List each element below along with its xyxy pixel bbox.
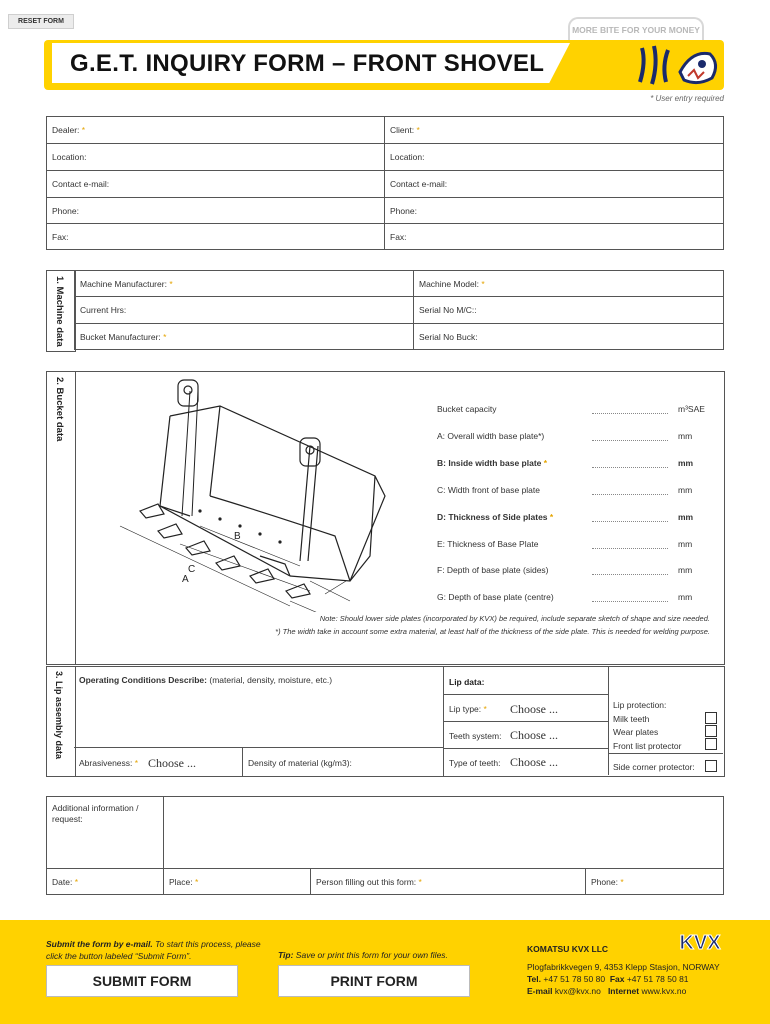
bucket-spec-input[interactable] [592,573,668,575]
reset-form-button[interactable]: RESET FORM [8,14,74,29]
place-field[interactable]: Place: * [164,869,311,895]
machine-data-tab-label: 1. Machine data [54,276,65,347]
phone-field-right[interactable]: Phone: [385,198,724,224]
lip-assembly-tab-label: 3. Lip assembly data [54,671,64,760]
bucket-spec-label: Bucket capacity [437,404,497,414]
bucket-spec-input[interactable] [592,520,668,522]
lip-data-label: Lip data: [449,677,485,687]
density-label: Density of material (kg/m3): [248,758,352,768]
milk-teeth-label: Milk teeth [613,714,650,724]
required-note: * User entry required [650,94,724,103]
teeth-system-select[interactable]: Choose ... [510,728,558,742]
bucket-spec-unit: mm [678,458,694,468]
submit-instructions: Submit the form by e-mail. To start this process, please click the button labeled “Submit Form”. [46,939,261,961]
bucket-spec-unit: mm [678,485,693,495]
bucket-spec-unit: m³SAE [678,404,705,414]
lip-type-field[interactable] [443,694,609,722]
side-corner-divider [608,753,723,754]
company-address: Plogfabrikkvegen 9, 4353 Klepp Stasjon, NORWAY [527,962,720,972]
bucket-spec-input[interactable] [592,547,668,549]
bucket-spec-unit: mm [678,565,693,575]
kvx-logo-icon [652,932,748,952]
serial-buck-field[interactable]: Serial No Buck: [414,324,724,350]
front-list-checkbox[interactable] [705,738,717,750]
print-form-button[interactable]: PRINT FORM [278,965,470,997]
tip-text: Tip: Save or print this form for your own files. [278,950,448,960]
person-field[interactable]: Person filling out this form: * [311,869,586,895]
wear-plates-checkbox[interactable] [705,725,717,737]
abrasiveness-field[interactable] [74,747,243,776]
type-of-teeth-field[interactable] [443,748,609,775]
fax-field-right[interactable]: Fax: [385,224,724,250]
bucket-spec-input[interactable] [592,412,668,414]
bucket-spec-label: E: Thickness of Base Plate [437,539,539,549]
email-field-right[interactable]: Contact e-mail: [385,171,724,198]
bucket-spec-unit: mm [678,431,693,441]
abrasiveness-select[interactable]: Choose ... [148,756,196,770]
wear-plates-label: Wear plates [613,727,659,737]
machine-data-tab [46,270,76,352]
bucket-spec-label: G: Depth of base plate (centre) [437,592,554,602]
tagline: MORE BITE FOR YOUR MONEY [568,17,704,43]
operating-conditions-hint: (material, density, moisture, etc.) [209,675,333,685]
bucket-diagram [110,376,410,612]
company-name: KOMATSU KVX LLC [527,944,609,954]
phone-field-left[interactable]: Phone: [47,198,385,224]
diagram-label-b: B [234,531,241,542]
bucket-spec-input[interactable] [592,466,668,468]
tiger-logo-icon [632,42,722,88]
bucket-spec-input[interactable] [592,600,668,602]
density-field[interactable] [242,747,443,776]
client-field[interactable]: Client: * [385,117,724,144]
operating-conditions-label: Operating Conditions Describe: [79,675,207,685]
location-field-left[interactable]: Location: [47,144,385,171]
lip-assembly-tab [46,666,76,777]
title-banner [44,40,724,90]
footer [0,920,770,1024]
machine-model-field[interactable]: Machine Model: * [414,271,724,297]
bucket-spec-label: F: Depth of base plate (sides) [437,565,549,575]
side-corner-label: Side corner protector: [613,762,695,772]
bucket-data-tab-label: 2. Bucket data [54,377,65,442]
phone-field[interactable]: Phone: * [586,869,724,895]
bucket-note-2: *) The width take in account some extra material, at least half of the thickness of the side plate. This is needed for welding purpose. [275,627,710,636]
company-phone-fax: Tel. +47 51 78 50 80 Fax +47 51 78 50 81 [527,974,689,984]
additional-table [46,796,724,895]
bucket-spec-unit: mm [678,592,693,602]
machine-table [74,270,724,350]
contact-table [46,116,724,250]
machine-manufacturer-field[interactable]: Machine Manufacturer: * [75,271,414,297]
submit-form-button[interactable]: SUBMIT FORM [46,965,238,997]
bucket-note-1: Note: Should lower side plates (incorporated by KVX) be required, include separate sketch of shape and size needed. [319,614,710,623]
side-corner-checkbox[interactable] [705,760,717,772]
diagram-label-a: A [182,574,189,585]
current-hours-field[interactable]: Current Hrs: [75,297,414,324]
company-email-web: E-mail kvx@kvx.no Internet www.kvx.no [527,986,687,996]
additional-info-field[interactable] [164,797,724,869]
lip-type-select[interactable]: Choose ... [510,702,558,716]
front-list-label: Front list protector [613,741,682,751]
lip-type-label: Lip type: * [449,704,487,714]
bucket-spec-unit: mm [678,512,694,522]
fax-field-left[interactable]: Fax: [47,224,385,250]
page-title: G.E.T. INQUIRY FORM – FRONT SHOVEL [70,50,545,77]
bucket-spec-input[interactable] [592,439,668,441]
bucket-spec-input[interactable] [592,493,668,495]
dealer-field[interactable]: Dealer: * [47,117,385,144]
bucket-spec-unit: mm [678,539,693,549]
svg-text:KVX: KVX [679,932,721,952]
email-field-left[interactable]: Contact e-mail: [47,171,385,198]
teeth-system-field[interactable] [443,721,609,749]
date-field[interactable]: Date: * [47,869,164,895]
diagram-label-c: C [188,564,196,575]
lip-data-header [443,666,609,695]
teeth-system-label: Teeth system: [449,731,502,741]
bucket-data-tab [46,371,76,665]
additional-info-label: Additional information / request: [47,797,164,869]
bucket-spec-label: B: Inside width base plate * [437,458,548,468]
milk-teeth-checkbox[interactable] [705,712,717,724]
type-of-teeth-label: Type of teeth: [449,758,501,768]
bucket-spec-label: A: Overall width base plate*) [437,431,545,441]
bucket-manufacturer-field[interactable]: Bucket Manufacturer: * [75,324,414,350]
abrasiveness-label: Abrasiveness: * [79,758,139,768]
serial-mc-field[interactable]: Serial No M/C:: [414,297,724,324]
lip-protection-label: Lip protection: [613,700,667,710]
bucket-spec-label: D: Thickness of Side plates * [437,512,554,522]
type-of-teeth-select[interactable]: Choose ... [510,755,558,769]
bucket-spec-label: C: Width front of base plate [437,485,540,495]
location-field-right[interactable]: Location: [385,144,724,171]
